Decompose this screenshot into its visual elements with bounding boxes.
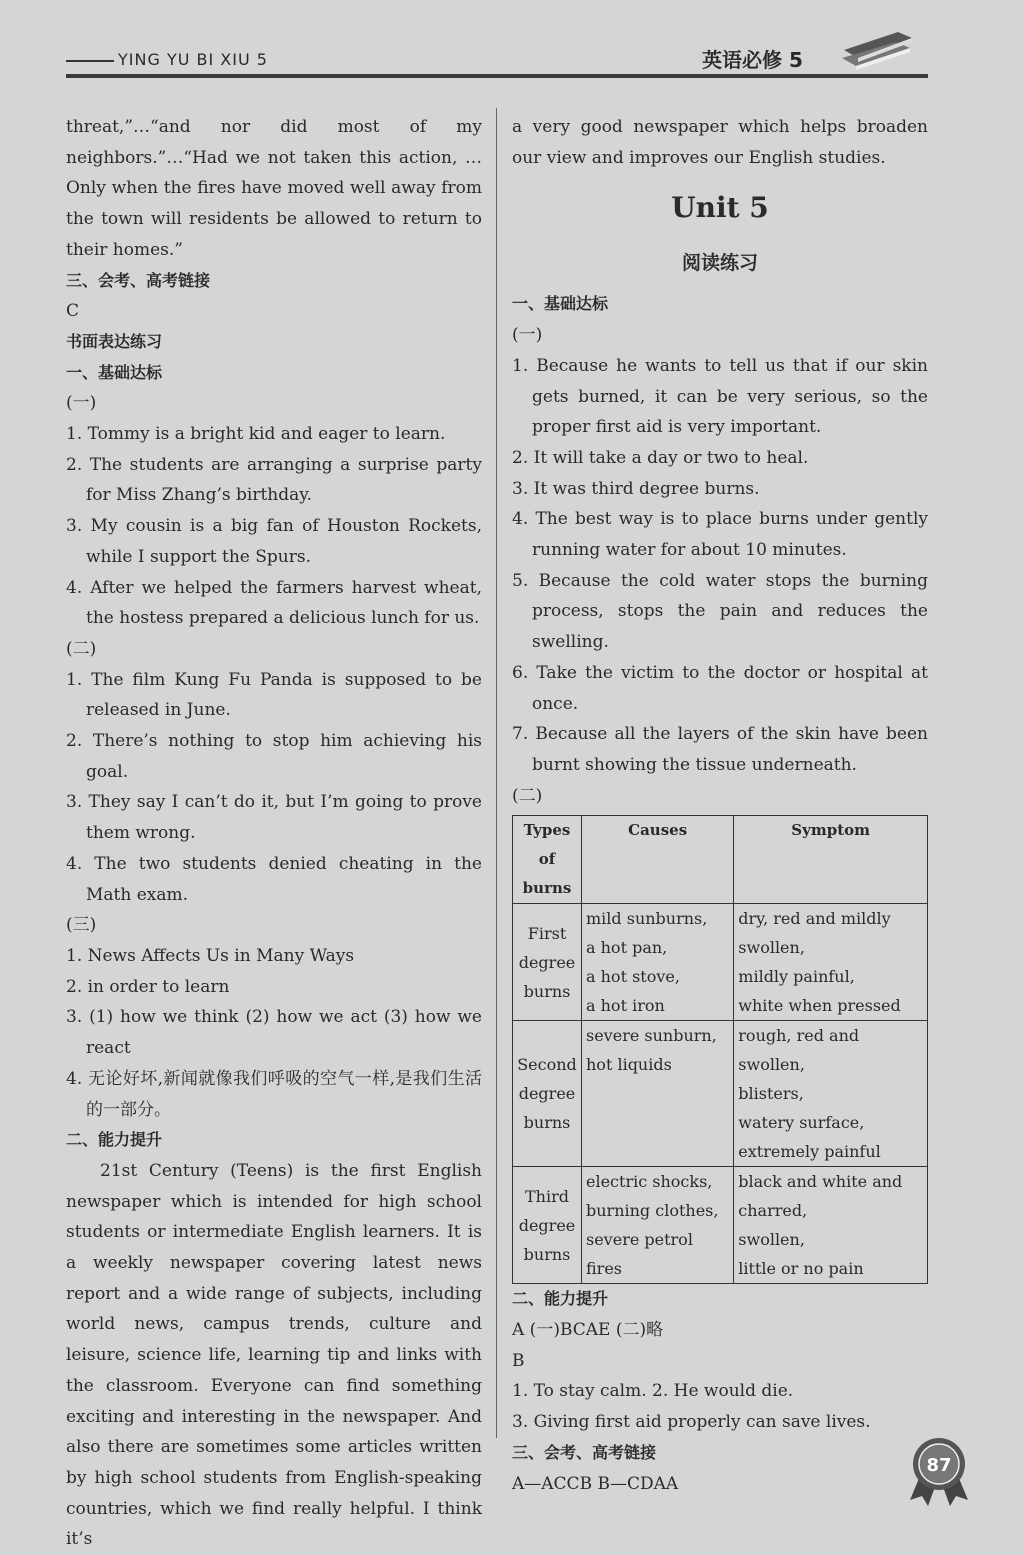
right-part1-label: (一): [512, 325, 543, 346]
causes-cell: [582, 1021, 734, 1167]
cause-line: a hot iron: [586, 996, 665, 1016]
left-column: [66, 112, 482, 1555]
writing-heading: 书面表达练习: [66, 331, 163, 351]
symptom-line: dry, red and mildly: [738, 909, 891, 929]
list-item: 4. The two students denied cheating in the Math exam.: [66, 853, 482, 905]
list-item: 1. Because he wants to tell us that if our skin gets burned, it can be very serious, so the proper first aid is very important.: [512, 355, 928, 438]
cause-line: severe petrol fires: [586, 1230, 693, 1279]
list-item: 1. Tommy is a bright kid and eager to learn.: [66, 424, 446, 445]
burn-type-cell: Third degree burns: [513, 1167, 582, 1284]
table-header-cell: Causes: [582, 816, 734, 904]
page-number: 87: [926, 1455, 952, 1476]
list-item: 1. News Affects Us in Many Ways: [66, 945, 355, 966]
symptom-line: swollen,: [738, 1230, 805, 1250]
right-column: [512, 112, 928, 1499]
right-link-answer: A—ACCB B—CDAA: [512, 1473, 679, 1494]
page-number-badge: [906, 1436, 972, 1508]
left-part3-label: (三): [66, 915, 97, 936]
table-row: [513, 904, 928, 1021]
header-book-title: 英语必修 5: [702, 48, 803, 72]
symptom-line: black and white and: [738, 1172, 903, 1192]
reading-title: 阅读练习: [681, 252, 758, 275]
list-item: 4. 无论好坏,新闻就像我们呼吸的空气一样,是我们生活的一部分。: [66, 1068, 482, 1120]
right-link-heading: 三、会考、高考链接: [512, 1442, 657, 1462]
ability-answer-b2: 3. Giving first aid properly can save lives.: [512, 1412, 871, 1433]
left-link-heading: 三、会考、高考链接: [66, 270, 211, 290]
header-rule: [66, 74, 928, 78]
symptom-line: extremely painful: [738, 1142, 881, 1162]
cause-line: mild sunburns,: [586, 909, 708, 929]
cause-line: electric shocks,: [586, 1172, 713, 1192]
header-series: [66, 50, 268, 69]
table-row: [513, 1167, 928, 1284]
left-part1-label: (一): [66, 393, 97, 414]
symptom-line: charred,: [738, 1201, 808, 1221]
symptom-line: watery surface,: [738, 1113, 865, 1133]
cause-line: severe sunburn,: [586, 1026, 717, 1046]
list-item: 2. There’s nothing to stop him achieving his goal.: [66, 731, 482, 782]
header-series-text: YING YU BI XIU 5: [118, 50, 268, 69]
list-item: 4. After we helped the farmers harvest wheat, the hostess prepared a delicious lunch for us.: [66, 577, 482, 629]
list-item: 3. It was third degree burns.: [512, 478, 760, 499]
burns-table: [512, 815, 928, 1284]
symptom-line: little or no pain: [738, 1259, 864, 1279]
list-item: 6. Take the victim to the doctor or hospital at once.: [512, 662, 928, 714]
list-item: 2. in order to learn: [66, 976, 230, 997]
list-item: 3. (1) how we think (2) how we act (3) how we react: [66, 1007, 482, 1059]
table-header-cell: Symptom: [734, 816, 928, 904]
ability-answer-a: A (一)BCAE (二)略: [512, 1320, 664, 1341]
list-item: 5. Because the cold water stops the burning process, stops the pain and reduces the swelling.: [512, 570, 928, 653]
list-item: 4. The best way is to place burns under gently running water for about 10 minutes.: [512, 509, 928, 561]
left-intro-paragraph: threat,”…“and nor did most of my neighbors.”…“Had we not taken this action, … Only when the fires have moved well away from the town will residents be allowed to return to their homes.”: [66, 117, 482, 260]
column-divider: [496, 108, 497, 1438]
list-item: 3. My cousin is a big fan of Houston Rockets, while I support the Spurs.: [66, 516, 482, 567]
symptom-line: mildly painful,: [738, 967, 855, 987]
right-basic-heading: 一、基础达标: [512, 294, 609, 314]
cause-line: a hot stove,: [586, 967, 680, 987]
symptom-line: blisters,: [738, 1084, 804, 1104]
table-header-cell: Types of burns: [513, 816, 582, 904]
cause-line: burning clothes,: [586, 1201, 719, 1221]
right-ability-heading: 二、能力提升: [512, 1289, 609, 1309]
unit-title: Unit 5: [671, 191, 769, 225]
header-dash: [66, 60, 114, 62]
table-header-row: [513, 816, 928, 904]
symptoms-cell: [734, 904, 928, 1021]
burn-type-cell: Second degree burns: [513, 1021, 582, 1167]
cause-line: a hot pan,: [586, 938, 668, 958]
right-continuation: a very good newspaper which helps broaden our view and improves our English studies.: [512, 117, 928, 168]
list-item: 3. They say I can’t do it, but I’m going to prove them wrong.: [66, 792, 482, 844]
symptom-line: rough, red and swollen,: [738, 1026, 860, 1075]
list-item: 2. It will take a day or two to heal.: [512, 447, 809, 468]
books-icon: [838, 20, 916, 70]
left-link-answer: C: [66, 301, 80, 322]
left-part2-label: (二): [66, 638, 97, 659]
causes-cell: [582, 904, 734, 1021]
table-row: [513, 1021, 928, 1167]
right-part2-label: (二): [512, 785, 543, 806]
ability-answer-b: B: [512, 1350, 525, 1371]
list-item: 7. Because all the layers of the skin have been burnt showing the tissue underneath.: [512, 724, 928, 775]
symptoms-cell: [734, 1021, 928, 1167]
causes-cell: [582, 1167, 734, 1284]
ability-essay: 21st Century (Teens) is the first English newspaper which is intended for high school students or intermediate English learners. It is a weekly newspaper covering latest news report and a wide range of subjects, including world news, campus trends, culture and leisure, science life, learning tip and links with the classroom. Everyone can find something exciting and interesting in the newspaper. And also there are sometimes some articles written by high school students from English-speaking countries, which we find really helpful. I think it’s: [66, 1160, 482, 1550]
cause-line: hot liquids: [586, 1055, 672, 1075]
burn-type-cell: First degree burns: [513, 904, 582, 1021]
left-basic-heading: 一、基础达标: [66, 362, 163, 382]
symptoms-cell: [734, 1167, 928, 1284]
symptom-line: swollen,: [738, 938, 805, 958]
list-item: 2. The students are arranging a surprise party for Miss Zhang’s birthday.: [66, 454, 482, 506]
ability-answer-b1: 1. To stay calm. 2. He would die.: [512, 1381, 794, 1402]
left-ability-heading: 二、能力提升: [66, 1130, 163, 1150]
list-item: 1. The film Kung Fu Panda is supposed to be released in June.: [66, 669, 482, 721]
symptom-line: white when pressed: [738, 996, 901, 1016]
